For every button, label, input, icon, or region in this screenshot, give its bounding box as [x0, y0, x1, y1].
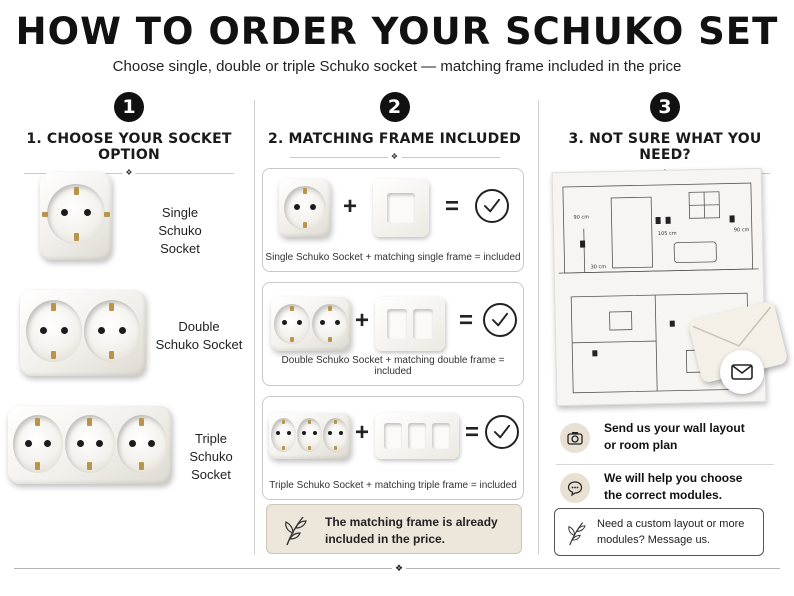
step-badge: 3 — [650, 92, 680, 122]
double-socket-thumb — [271, 297, 351, 351]
step-badge: 1 — [114, 92, 144, 122]
double-frame-thumb — [375, 297, 445, 351]
single-frame-thumb — [373, 179, 429, 237]
page-title: HOW TO ORDER YOUR SCHUKO SET — [15, 10, 779, 53]
chat-icon — [560, 473, 590, 503]
divider — [556, 464, 774, 465]
triple-frame-thumb — [375, 413, 459, 459]
message-us-button[interactable] — [554, 508, 764, 556]
help-text: Send us your wall layout or room plan — [604, 421, 745, 452]
frame-included-note — [266, 504, 522, 554]
socket-option-label: Single Schuko Socket — [158, 205, 202, 256]
step-2-column — [262, 92, 527, 546]
camera-icon — [560, 423, 590, 453]
step-title: 2. MATCHING FRAME INCLUDED — [268, 131, 521, 147]
triple-socket-thumb — [269, 413, 351, 459]
help-choose-modules — [556, 468, 776, 512]
step-badge: 2 — [380, 92, 410, 122]
section-rule — [290, 152, 500, 161]
frame-note-text: The matching frame is already included in the price. — [325, 515, 498, 546]
frame-equation-single — [262, 168, 524, 272]
diamond-ornament-icon: ❖ — [392, 563, 406, 573]
triple-socket-image — [8, 406, 172, 484]
column-divider — [254, 100, 255, 555]
help-send-layout — [556, 418, 776, 462]
double-socket-image — [20, 290, 146, 376]
diamond-ornament-icon: ❖ — [122, 169, 135, 177]
step-title: 1. CHOOSE YOUR SOCKET OPTION — [26, 131, 232, 163]
plus-sign: + — [355, 307, 370, 334]
single-socket-image — [40, 172, 112, 260]
equation-caption: Single Schuko Socket + matching single frame = included — [265, 252, 521, 263]
mail-icon — [720, 350, 764, 394]
equation-caption: Double Schuko Socket + matching double frame = included — [281, 355, 505, 377]
step-1-column — [14, 92, 244, 482]
plan-dimension-label: 90 cm — [733, 227, 750, 234]
page-subtitle: Choose single, double or triple Schuko socket — matching frame included in the price — [112, 58, 682, 75]
plan-dimension-label: 90 cm — [573, 214, 590, 221]
equals-sign: = — [445, 193, 460, 220]
leaf-icon — [565, 518, 589, 548]
step-3-column — [548, 92, 782, 546]
plan-dimension-label: 105 cm — [657, 230, 677, 238]
plus-sign: + — [355, 419, 370, 446]
frame-equation-double — [262, 282, 524, 386]
check-icon — [475, 189, 509, 223]
diamond-ornament-icon: ❖ — [388, 153, 401, 161]
column-divider — [538, 100, 539, 555]
check-icon — [485, 415, 519, 449]
frame-equation-triple — [262, 396, 524, 500]
step-title: 3. NOT SURE WHAT YOU NEED? — [568, 131, 762, 163]
plan-dimension-label: 30 cm — [590, 264, 607, 271]
equals-sign: = — [459, 307, 474, 334]
plus-sign: + — [343, 193, 358, 220]
check-icon — [483, 303, 517, 337]
equation-caption: Triple Schuko Socket + matching triple frame = included — [269, 480, 517, 491]
equals-sign: = — [465, 419, 480, 446]
help-text: We will help you choose the correct modules. — [604, 471, 743, 502]
message-text: Need a custom layout or more modules? Message us. — [597, 518, 745, 546]
socket-option-label: Double Schuko Socket — [155, 319, 243, 352]
single-socket-thumb — [279, 179, 331, 237]
socket-option-label: Triple Schuko Socket — [189, 431, 233, 482]
leaf-icon — [281, 513, 311, 547]
